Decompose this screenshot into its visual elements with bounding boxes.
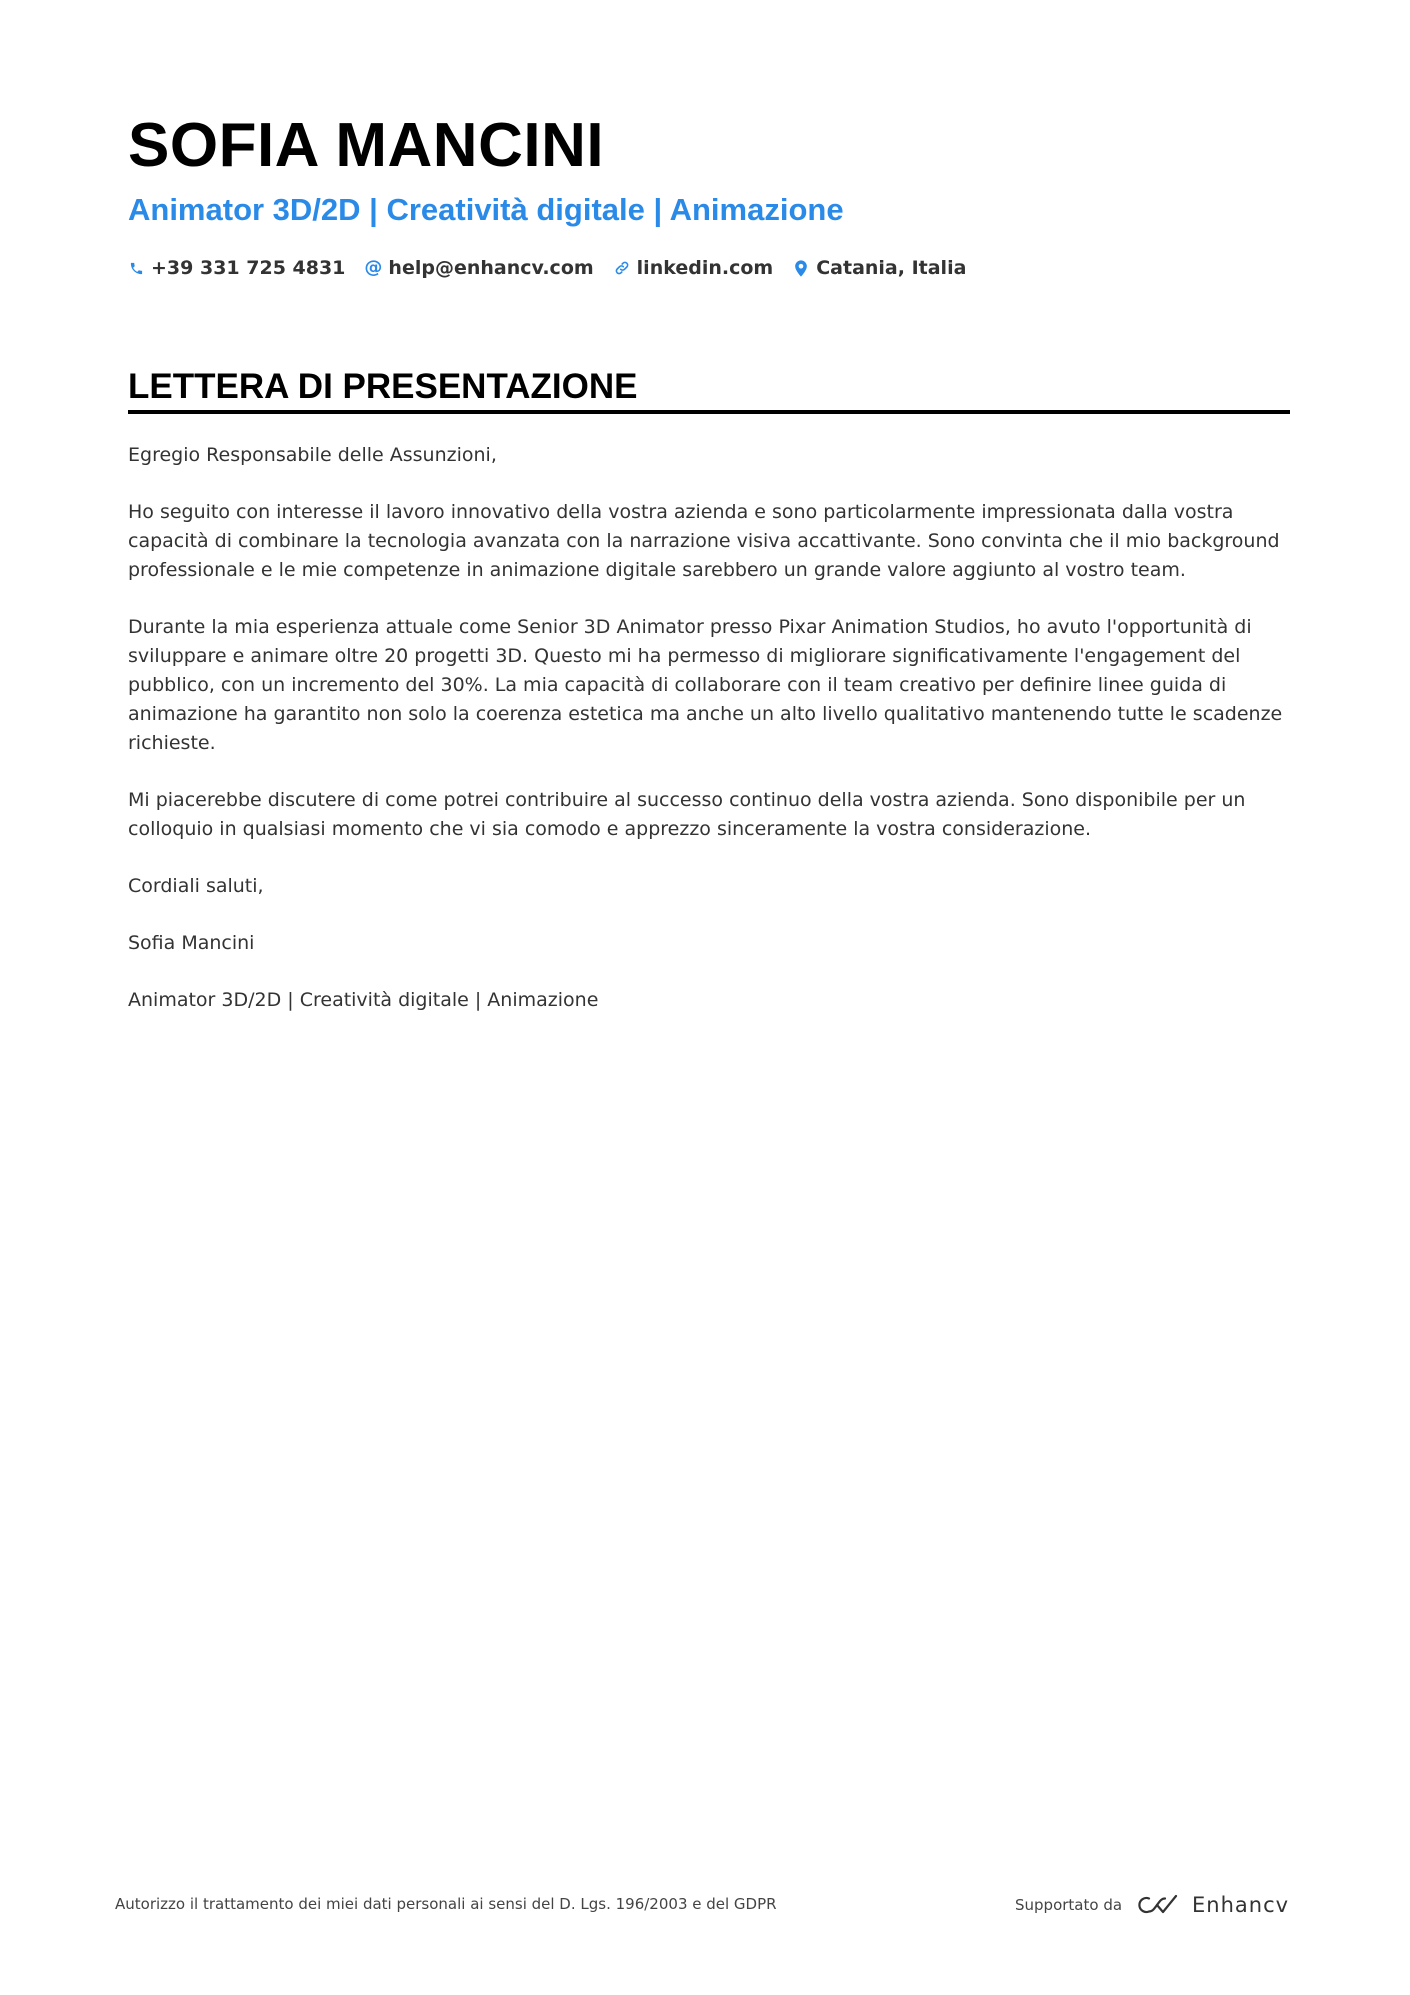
- letter-salutation: Egregio Responsabile delle Assunzioni,: [128, 444, 497, 466]
- letter-signature-title: Animator 3D/2D | Creatività digitale | Animazione: [128, 989, 599, 1011]
- letter-closing: Cordiali saluti,: [128, 875, 264, 897]
- contact-phone[interactable]: [128, 257, 345, 279]
- contact-linkedin[interactable]: [614, 257, 774, 279]
- letter-paragraph: Ho seguito con interesse il lavoro innovativo della vostra azienda e sono particolarmente impressionata dalla vostra capacità di combinare la tecnologia avanzata con la narrazione visiva accattivante. Sono convinta che il mio background professionale e le mie competenze in animazione digitale sarebbero un grande valore aggiunto al vostro team.: [128, 501, 1280, 581]
- phone-icon: [128, 259, 144, 277]
- contact-email[interactable]: [365, 257, 593, 279]
- location-pin-icon: [793, 259, 809, 277]
- contact-linkedin-text: linkedin.com: [636, 257, 774, 279]
- powered-by-label: Supportato da: [1015, 1896, 1123, 1914]
- section-divider: [128, 410, 1290, 414]
- contact-location: [793, 257, 966, 279]
- at-icon: @: [364, 257, 383, 278]
- contact-bar: [128, 254, 986, 282]
- letter-paragraph: Mi piacerebbe discutere di come potrei contribuire al successo continuo della vostra azienda. Sono disponibile per un colloquio in qualsiasi momento che vi sia comodo e apprezzo sinceramente la vostra considerazione.: [128, 789, 1246, 840]
- contact-location-text: Catania, Italia: [816, 257, 967, 279]
- letter-signature-name: Sofia Mancini: [128, 932, 255, 954]
- enhancv-logo-icon: [1134, 1892, 1180, 1918]
- letter-paragraph: Durante la mia esperienza attuale come Senior 3D Animator presso Pixar Animation Studios, ho avuto l'opportunità di sviluppare e animare oltre 20 progetti 3D. Questo mi ha permesso di migliorare significativamente l'engagement del pubblico, con un incremento del 30%. La mia capacità di collaborare con il team creativo per definire linee guida di animazione ha garantito non solo la coerenza estetica ma anche un alto livello qualitativo mantenendo tutte le scadenze richieste.: [128, 616, 1283, 754]
- powered-by[interactable]: [1015, 1891, 1289, 1919]
- section-title: LETTERA DI PRESENTAZIONE: [128, 367, 638, 406]
- contact-email-text: help@enhancv.com: [388, 257, 594, 279]
- candidate-name: SOFIA MANCINI: [128, 111, 605, 180]
- privacy-note: Autorizzo il trattamento dei miei dati personali ai sensi del D. Lgs. 196/2003 e del GDPR: [115, 1895, 777, 1913]
- contact-phone-text: +39 331 725 4831: [151, 257, 346, 279]
- candidate-title: Animator 3D/2D | Creatività digitale | Animazione: [128, 192, 844, 227]
- brand-name: Enhancv: [1192, 1893, 1290, 1917]
- link-icon: [614, 259, 630, 277]
- letter-body: [128, 441, 1293, 1043]
